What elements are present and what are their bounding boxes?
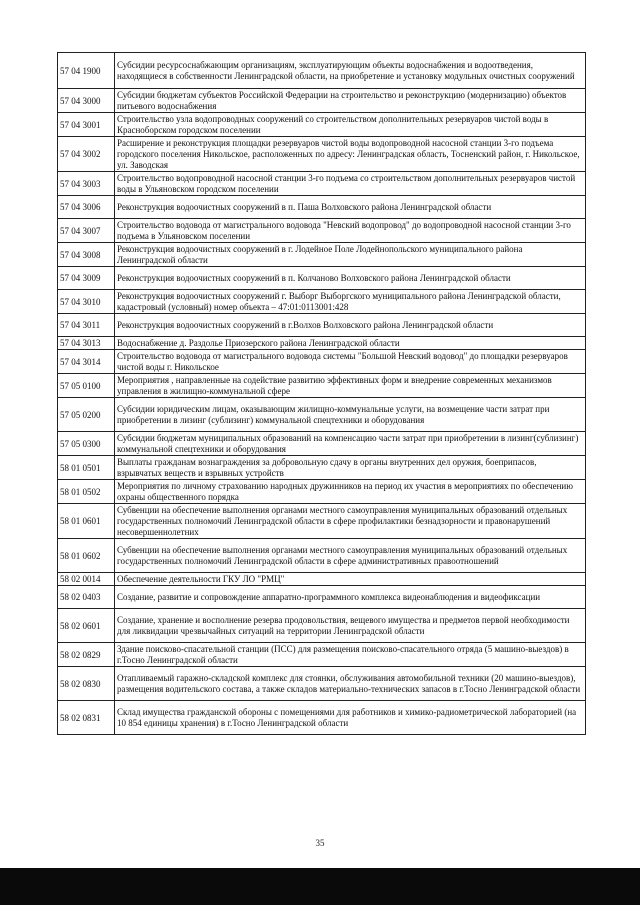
row-code: 57 04 3003 <box>58 172 115 196</box>
row-code: 57 04 3014 <box>58 350 115 374</box>
table-row <box>58 350 586 374</box>
table-body <box>58 53 586 735</box>
document-page <box>57 52 583 735</box>
table-row <box>58 219 586 243</box>
table-row <box>58 539 586 573</box>
row-code: 58 01 0502 <box>58 480 115 504</box>
row-description: Выплаты гражданам вознаграждения за добровольную сдачу в органы внутренних дел оружия, боеприпасов, взрывчатых веществ и взрывных устройств <box>115 456 586 480</box>
budget-codes-table <box>57 52 586 735</box>
table-row <box>58 89 586 113</box>
row-code: 57 04 3006 <box>58 196 115 219</box>
table-row <box>58 337 586 350</box>
row-description: Субсидии юридическим лицам, оказывающим жилищно-коммунальные услуги, на возмещение части затрат при приобретении в лизинг (сублизинг) коммунальной спецтехники и оборудования <box>115 398 586 432</box>
row-code: 57 04 3000 <box>58 89 115 113</box>
row-code: 57 04 3013 <box>58 337 115 350</box>
table-row <box>58 667 586 701</box>
table-row <box>58 643 586 667</box>
row-description: Создание, хранение и восполнение резерва продовольствия, вещевого имущества и предметов первой необходимости для ликвидации чрезвычайных ситуаций на территории Ленинградской области <box>115 609 586 643</box>
row-description: Мероприятия по личному страхованию народных дружинников на период их участия в мероприятиях по обеспечению охраны общественного порядка <box>115 480 586 504</box>
row-code: 57 04 3010 <box>58 290 115 314</box>
row-description: Строительство водовода от магистрального водовода "Невский водопровод" до водопроводной насосной станции 3-го подъема в Ульяновском поселении <box>115 219 586 243</box>
table-row <box>58 456 586 480</box>
row-description: Обеспечение деятельности ГКУ ЛО "РМЦ" <box>115 573 586 586</box>
row-description: Водоснабжение д. Раздолье Приозерского района Ленинградской области <box>115 337 586 350</box>
row-code: 58 02 0014 <box>58 573 115 586</box>
table-row <box>58 573 586 586</box>
row-code: 58 02 0829 <box>58 643 115 667</box>
row-description: Реконструкция водоочистных сооружений в г.Волхов Волховского района Ленинградской области <box>115 314 586 337</box>
row-description: Строительство водопроводной насосной станции 3-го подъема со строительством дополнительных резервуаров чистой воды в Ульяновском городском поселении <box>115 172 586 196</box>
row-description: Субсидии бюджетам субъектов Российской Федерации на строительство и реконструкцию (модернизацию) объектов питьевого водоснабжения <box>115 89 586 113</box>
row-code: 57 04 3002 <box>58 137 115 172</box>
row-description: Реконструкция водоочистных сооружений в г. Лодейное Поле Лодейнопольского муниципального района Ленинградской области <box>115 243 586 267</box>
row-description: Субсидии бюджетам муниципальных образований на компенсацию части затрат при приобретении в лизинг(сублизинг) коммунальной спецтехники и оборудования <box>115 432 586 456</box>
table-row <box>58 432 586 456</box>
table-row <box>58 504 586 539</box>
table-row <box>58 586 586 609</box>
table-row <box>58 53 586 89</box>
table-row <box>58 609 586 643</box>
table-row <box>58 374 586 398</box>
row-description: Здание поисково-спасательной станции (ПСС) для размещения поисково-спасательного отряда (5 машино-выездов) в г.Тосно Ленинградской области <box>115 643 586 667</box>
row-description: Субвенции на обеспечение выполнения органами местного самоуправления муниципальных образований отдельных государственных полномочий Ленинградской области в сфере административных правоотношений <box>115 539 586 573</box>
row-code: 58 01 0601 <box>58 504 115 539</box>
table-row <box>58 172 586 196</box>
table-row <box>58 113 586 137</box>
row-description: Строительство водовода от магистрального водовода системы "Большой Невский водовод" до площадки резервуаров чистой воды г. Никольское <box>115 350 586 374</box>
row-description: Мероприятия , направленные на содействие развитию эффективных форм и внедрение современных механизмов управления в жилищно-коммунальной сфере <box>115 374 586 398</box>
table-row <box>58 398 586 432</box>
row-code: 58 01 0602 <box>58 539 115 573</box>
table-row <box>58 290 586 314</box>
table-row <box>58 314 586 337</box>
row-description: Реконструкция водоочистных сооружений г. Выборг Выборгского муниципального района Ленинградской области, кадастровый (условный) номер объекта – 47:01:0113001:428 <box>115 290 586 314</box>
row-description: Реконструкция водоочистных сооружений в п. Паша Волховского района Ленинградской области <box>115 196 586 219</box>
row-code: 57 04 3008 <box>58 243 115 267</box>
table-row <box>58 243 586 267</box>
row-code: 58 02 0830 <box>58 667 115 701</box>
scan-bottom-border <box>0 868 640 905</box>
table-row <box>58 267 586 290</box>
row-code: 58 01 0501 <box>58 456 115 480</box>
row-code: 57 04 3007 <box>58 219 115 243</box>
row-code: 58 02 0831 <box>58 701 115 735</box>
row-description: Отапливаемый гаражно-складской комплекс для стоянки, обслуживания автомобильной техники (20 машино-выездов), размещения водительского состава, а также складов материально-технических запасов в г.Тосно Ленинградской области <box>115 667 586 701</box>
row-code: 57 05 0100 <box>58 374 115 398</box>
row-description: Расширение и реконструкция площадки резервуаров чистой воды водопроводной насосной станции 3-го подъема городского поселения Никольское, расположенных по адресу: Ленинградская область, Тосненский район, г. Никольское, ул. Заводская <box>115 137 586 172</box>
row-description: Строительство узла водопроводных сооружений со строительством дополнительных резервуаров чистой воды в Красноборском городском поселении <box>115 113 586 137</box>
row-code: 57 05 0300 <box>58 432 115 456</box>
page-number: 35 <box>315 838 325 848</box>
table-row <box>58 137 586 172</box>
table-row <box>58 480 586 504</box>
row-description: Субсидии ресурсоснабжающим организациям, эксплуатирующим объекты водоснабжения и водоотведения, находящиеся в собственности Ленинградской области, на приобретение и установку модульных очистных сооружений <box>115 53 586 89</box>
table-row <box>58 196 586 219</box>
row-code: 57 05 0200 <box>58 398 115 432</box>
row-code: 57 04 3001 <box>58 113 115 137</box>
row-code: 57 04 3011 <box>58 314 115 337</box>
row-description: Реконструкция водоочистных сооружений в п. Колчаново Волховского района Ленинградской области <box>115 267 586 290</box>
row-description: Создание, развитие и сопровождение аппаратно-программного комплекса видеонаблюдения и видеофиксации <box>115 586 586 609</box>
row-code: 57 04 1900 <box>58 53 115 89</box>
row-description: Субвенции на обеспечение выполнения органами местного самоуправления муниципальных образований отдельных государственных полномочий Ленинградской области в сфере профилактики безнадзорности и правонарушений несовершеннолетних <box>115 504 586 539</box>
row-description: Склад имущества гражданской обороны с помещениями для работников и химико-радиометрической лабораторией (на 10 854 единицы хранения) в г.Тосно Ленинградской области <box>115 701 586 735</box>
row-code: 57 04 3009 <box>58 267 115 290</box>
row-code: 58 02 0403 <box>58 586 115 609</box>
table-row <box>58 701 586 735</box>
row-code: 58 02 0601 <box>58 609 115 643</box>
